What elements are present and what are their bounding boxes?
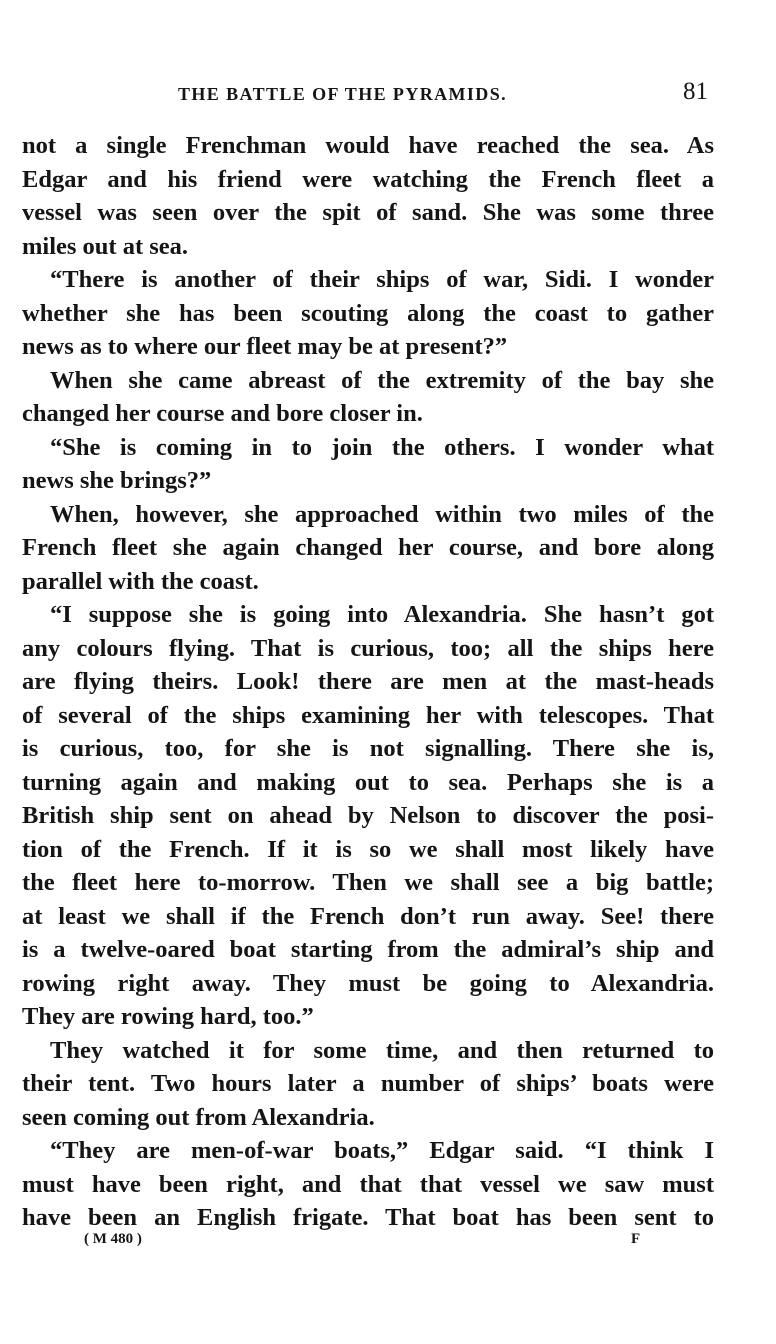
text-line: news she brings?” [22,467,212,494]
text-line: changed her course and bore closer in. [22,400,423,427]
text-line: British ship sent on ahead by Nelson to discover the posi- [22,802,714,829]
text-line: any colours flying. That is curious, too; all the ships here [22,634,714,662]
text-line: seen coming out from Alexandria. [22,1103,375,1131]
text-line: have been an English frigate. That boat has been sent to [22,1204,714,1231]
text-line: is curious, too, for she is not signalling. There she is, [22,735,714,762]
running-header [0,78,776,110]
text-line: rowing right away. They must be going to Alexandria. [22,969,714,997]
text-line: whether she has been scouting along the coast to gather [22,299,714,327]
text-line: When she came abreast of the extremity of the bay she [50,366,714,394]
text-line: “There is another of their ships of war, Sidi. I wonder [50,266,714,293]
text-line: parallel with the coast. [22,567,259,595]
text-line: their tent. Two hours later a number of ships’ boats were [22,1070,714,1097]
text-line: miles out at sea. [22,232,189,260]
text-line: at least we shall if the French don’t run away. See! there [22,902,714,930]
page-number: 81 [683,78,708,105]
text-line: vessel was seen over the spit of sand. She was some three [22,199,714,226]
text-line: Edgar and his friend were watching the French fleet a [22,165,714,193]
text-line: news as to where our fleet may be at present?” [22,333,508,360]
text-line: They are rowing hard, too.” [22,1003,314,1030]
running-title: THE BATTLE OF THE PYRAMIDS. [178,84,508,104]
text-line: of several of the ships examining her with telescopes. That [22,701,714,729]
text-line: not a single Frenchman would have reached the sea. As [22,132,714,159]
text-line: “She is coming in to join the others. I wonder what [50,433,714,461]
text-line: are flying theirs. Look! there are men at the mast-heads [22,668,714,695]
text-line: is a twelve-oared boat starting from the admiral’s ship and [22,936,714,963]
text-line: “I suppose she is going into Alexandria. She hasn’t got [50,601,714,628]
text-line: must have been right, and that that vessel we saw must [22,1170,714,1198]
gathering-mark: F [631,1231,641,1247]
text-line: turning again and making out to sea. Perhaps she is a [22,768,714,796]
text-line: tion of the French. If it is so we shall most likely have [22,835,714,863]
text-line: When, however, she approached within two miles of the [50,500,714,528]
body-text [22,129,714,1235]
text-line: the fleet here to-morrow. Then we shall see a big battle; [22,869,714,896]
page-footer [0,1231,776,1255]
text-line: French fleet she again changed her course, and bore along [22,534,714,561]
text-line: They watched it for some time, and then returned to [50,1036,714,1064]
signature-mark: ( M 480 ) [84,1231,142,1247]
text-line: “They are men-of-war boats,” Edgar said. “I think I [50,1137,714,1164]
